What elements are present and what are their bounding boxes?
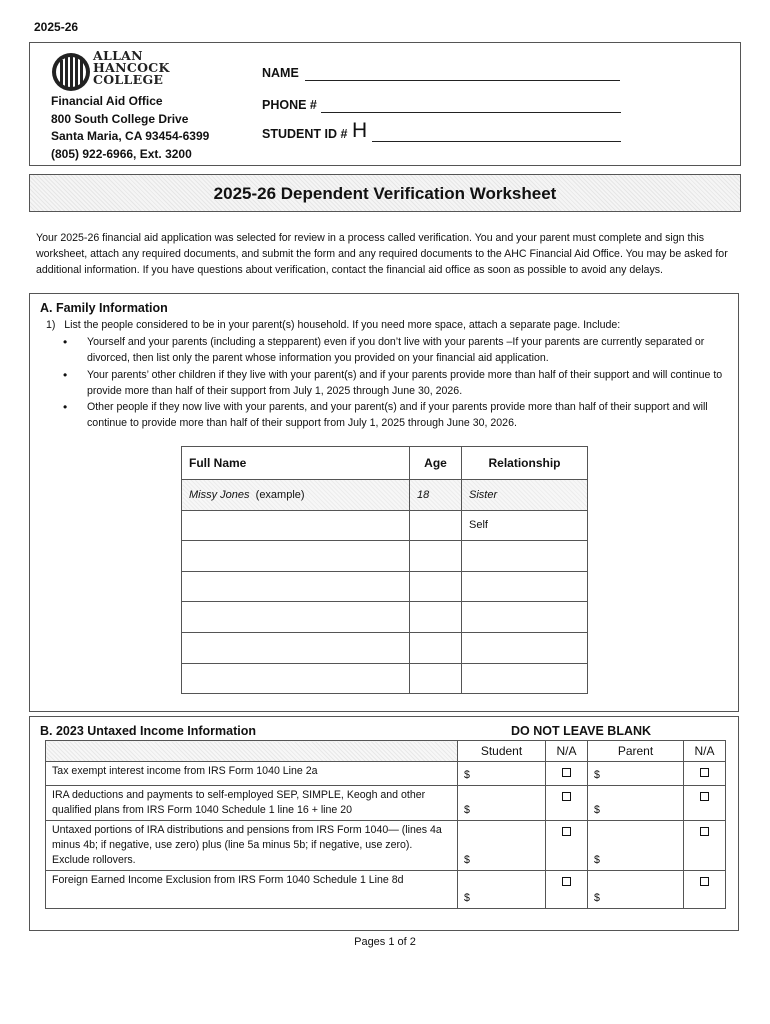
- student-na-checkbox[interactable]: [546, 821, 588, 871]
- name-field[interactable]: [305, 80, 620, 81]
- section-b-title: B. 2023 Untaxed Income Information: [40, 724, 257, 738]
- col-age: Age: [410, 447, 462, 480]
- name-cell[interactable]: [182, 541, 410, 572]
- parent-amount[interactable]: $: [588, 871, 684, 909]
- age-cell[interactable]: [410, 632, 462, 663]
- untaxed-income-table: [45, 740, 726, 909]
- student-na-checkbox[interactable]: [546, 762, 588, 786]
- parent-na-checkbox[interactable]: [684, 821, 726, 871]
- relationship-cell[interactable]: [462, 663, 588, 694]
- relationship-cell[interactable]: [462, 571, 588, 602]
- student-na-checkbox[interactable]: [546, 871, 588, 909]
- item-number: 1): [46, 319, 56, 331]
- table-row: [46, 786, 726, 821]
- col-student: Student: [458, 741, 546, 762]
- student-amount[interactable]: $: [458, 821, 546, 871]
- relationship-cell[interactable]: [462, 541, 588, 572]
- example-relationship: Sister: [462, 480, 588, 511]
- name-cell[interactable]: [182, 602, 410, 633]
- age-cell[interactable]: [410, 602, 462, 633]
- item-text: List the people considered to be in your parent(s) household. If you need more space, attach a separate page. Include:: [64, 319, 621, 331]
- bullet-list: [60, 334, 730, 432]
- office-address: Financial Aid Office 800 South College Drive Santa Maria, CA 93454-6399 (805) 922-6966, Ext. 3200: [51, 94, 210, 161]
- phone-field[interactable]: [321, 112, 621, 113]
- checkbox-icon: [700, 877, 709, 886]
- student-amount[interactable]: $: [458, 762, 546, 786]
- student-amount[interactable]: $: [458, 871, 546, 909]
- checkbox-icon: [562, 768, 571, 777]
- family-table: [181, 446, 588, 694]
- page-title: 2025-26 Dependent Verification Worksheet: [213, 184, 557, 203]
- col-parent-na: N/A: [684, 741, 726, 762]
- age-cell[interactable]: [410, 541, 462, 572]
- age-cell[interactable]: [410, 571, 462, 602]
- parent-amount[interactable]: $: [588, 821, 684, 871]
- parent-na-checkbox[interactable]: [684, 871, 726, 909]
- parent-na-checkbox[interactable]: [684, 786, 726, 821]
- checkbox-icon: [562, 877, 571, 886]
- table-row: [46, 821, 726, 871]
- list-item: • Other people if they now live with your parents, and your parent(s) and if your parents provide more than half of their support and will continue to provide more than half of their support from July 1, 2025 through June 30, 2026.: [60, 399, 730, 432]
- list-item: • Yourself and your parents (including a stepparent) even if you don’t live with your parents –If your parents are currently separated or divorced, then list only the parent whose information you provided on your financial aid application.: [60, 334, 730, 367]
- col-relationship: Relationship: [462, 447, 588, 480]
- table-row: [182, 632, 588, 663]
- section-a-title: A. Family Information: [40, 301, 168, 315]
- table-header-row: [46, 741, 726, 762]
- name-label: NAME: [262, 66, 299, 80]
- row-label: IRA deductions and payments to self-employed SEP, SIMPLE, Keogh and other qualified plans from IRS Form 1040 Schedule 1 line 16 + line 20: [46, 786, 458, 821]
- list-item: • Your parents’ other children if they live with your parent(s) and if your parents provide more than half of their support and will continue to provide more than half of their support from July 1, 2025 through June 30, 2026.: [60, 367, 730, 400]
- student-id-field[interactable]: [372, 141, 621, 142]
- table-header-row: [182, 447, 588, 480]
- form-year: 2025-26: [34, 20, 79, 34]
- table-row: [46, 762, 726, 786]
- row-label: Tax exempt interest income from IRS Form 1040 Line 2a: [46, 762, 458, 786]
- title-band: [29, 174, 741, 212]
- student-amount[interactable]: $: [458, 786, 546, 821]
- name-cell[interactable]: [182, 663, 410, 694]
- table-row: [182, 541, 588, 572]
- table-row: [182, 571, 588, 602]
- section-a-item: [46, 319, 620, 331]
- relationship-cell[interactable]: [462, 602, 588, 633]
- age-cell[interactable]: [410, 510, 462, 541]
- table-row: [182, 602, 588, 633]
- checkbox-icon: [562, 827, 571, 836]
- intro-paragraph: Your 2025-26 financial aid application was selected for review in a process called verification. You and your parent must complete and sign this worksheet, attach any required documents, and submit the form and any required documents to the AHC Financial Aid Office. You may be asked for additional information. If you have questions about verification, contact the financial aid office as soon as possible to avoid any delays.: [36, 232, 728, 276]
- table-row: [182, 510, 588, 541]
- name-cell[interactable]: [182, 632, 410, 663]
- checkbox-icon: [700, 827, 709, 836]
- parent-na-checkbox[interactable]: [684, 762, 726, 786]
- row-label: Untaxed portions of IRA distributions and pensions from IRS Form 1040— (lines 4a minus 4b; if negative, use zero) plus (line 5a minus 5b; if negative, use zero). Exclude rollovers.: [46, 821, 458, 871]
- relationship-cell[interactable]: Self: [462, 510, 588, 541]
- student-na-checkbox[interactable]: [546, 786, 588, 821]
- table-row: [182, 663, 588, 694]
- student-id-label: STUDENT ID #: [262, 127, 348, 141]
- phone-label: PHONE #: [262, 98, 317, 112]
- parent-amount[interactable]: $: [588, 786, 684, 821]
- name-cell[interactable]: [182, 571, 410, 602]
- college-logo-text: ALLAN HANCOCK COLLEGE: [93, 48, 170, 87]
- age-cell[interactable]: [410, 663, 462, 694]
- example-age: 18: [410, 480, 462, 511]
- page-number: Pages 1 of 2: [354, 936, 416, 948]
- parent-amount[interactable]: $: [588, 762, 684, 786]
- table-row: [46, 871, 726, 909]
- example-name: Missy Jones (example): [182, 480, 410, 511]
- example-row: [182, 480, 588, 511]
- checkbox-icon: [562, 792, 571, 801]
- col-full-name: Full Name: [182, 447, 410, 480]
- relationship-cell[interactable]: [462, 632, 588, 663]
- do-not-leave-blank: DO NOT LEAVE BLANK: [511, 724, 652, 738]
- checkbox-icon: [700, 768, 709, 777]
- col-student-na: N/A: [546, 741, 588, 762]
- col-parent: Parent: [588, 741, 684, 762]
- student-id-prefix: H: [352, 119, 368, 142]
- checkbox-icon: [700, 792, 709, 801]
- header-blank: [46, 741, 458, 762]
- name-cell[interactable]: [182, 510, 410, 541]
- row-label: Foreign Earned Income Exclusion from IRS Form 1040 Schedule 1 Line 8d: [46, 871, 458, 909]
